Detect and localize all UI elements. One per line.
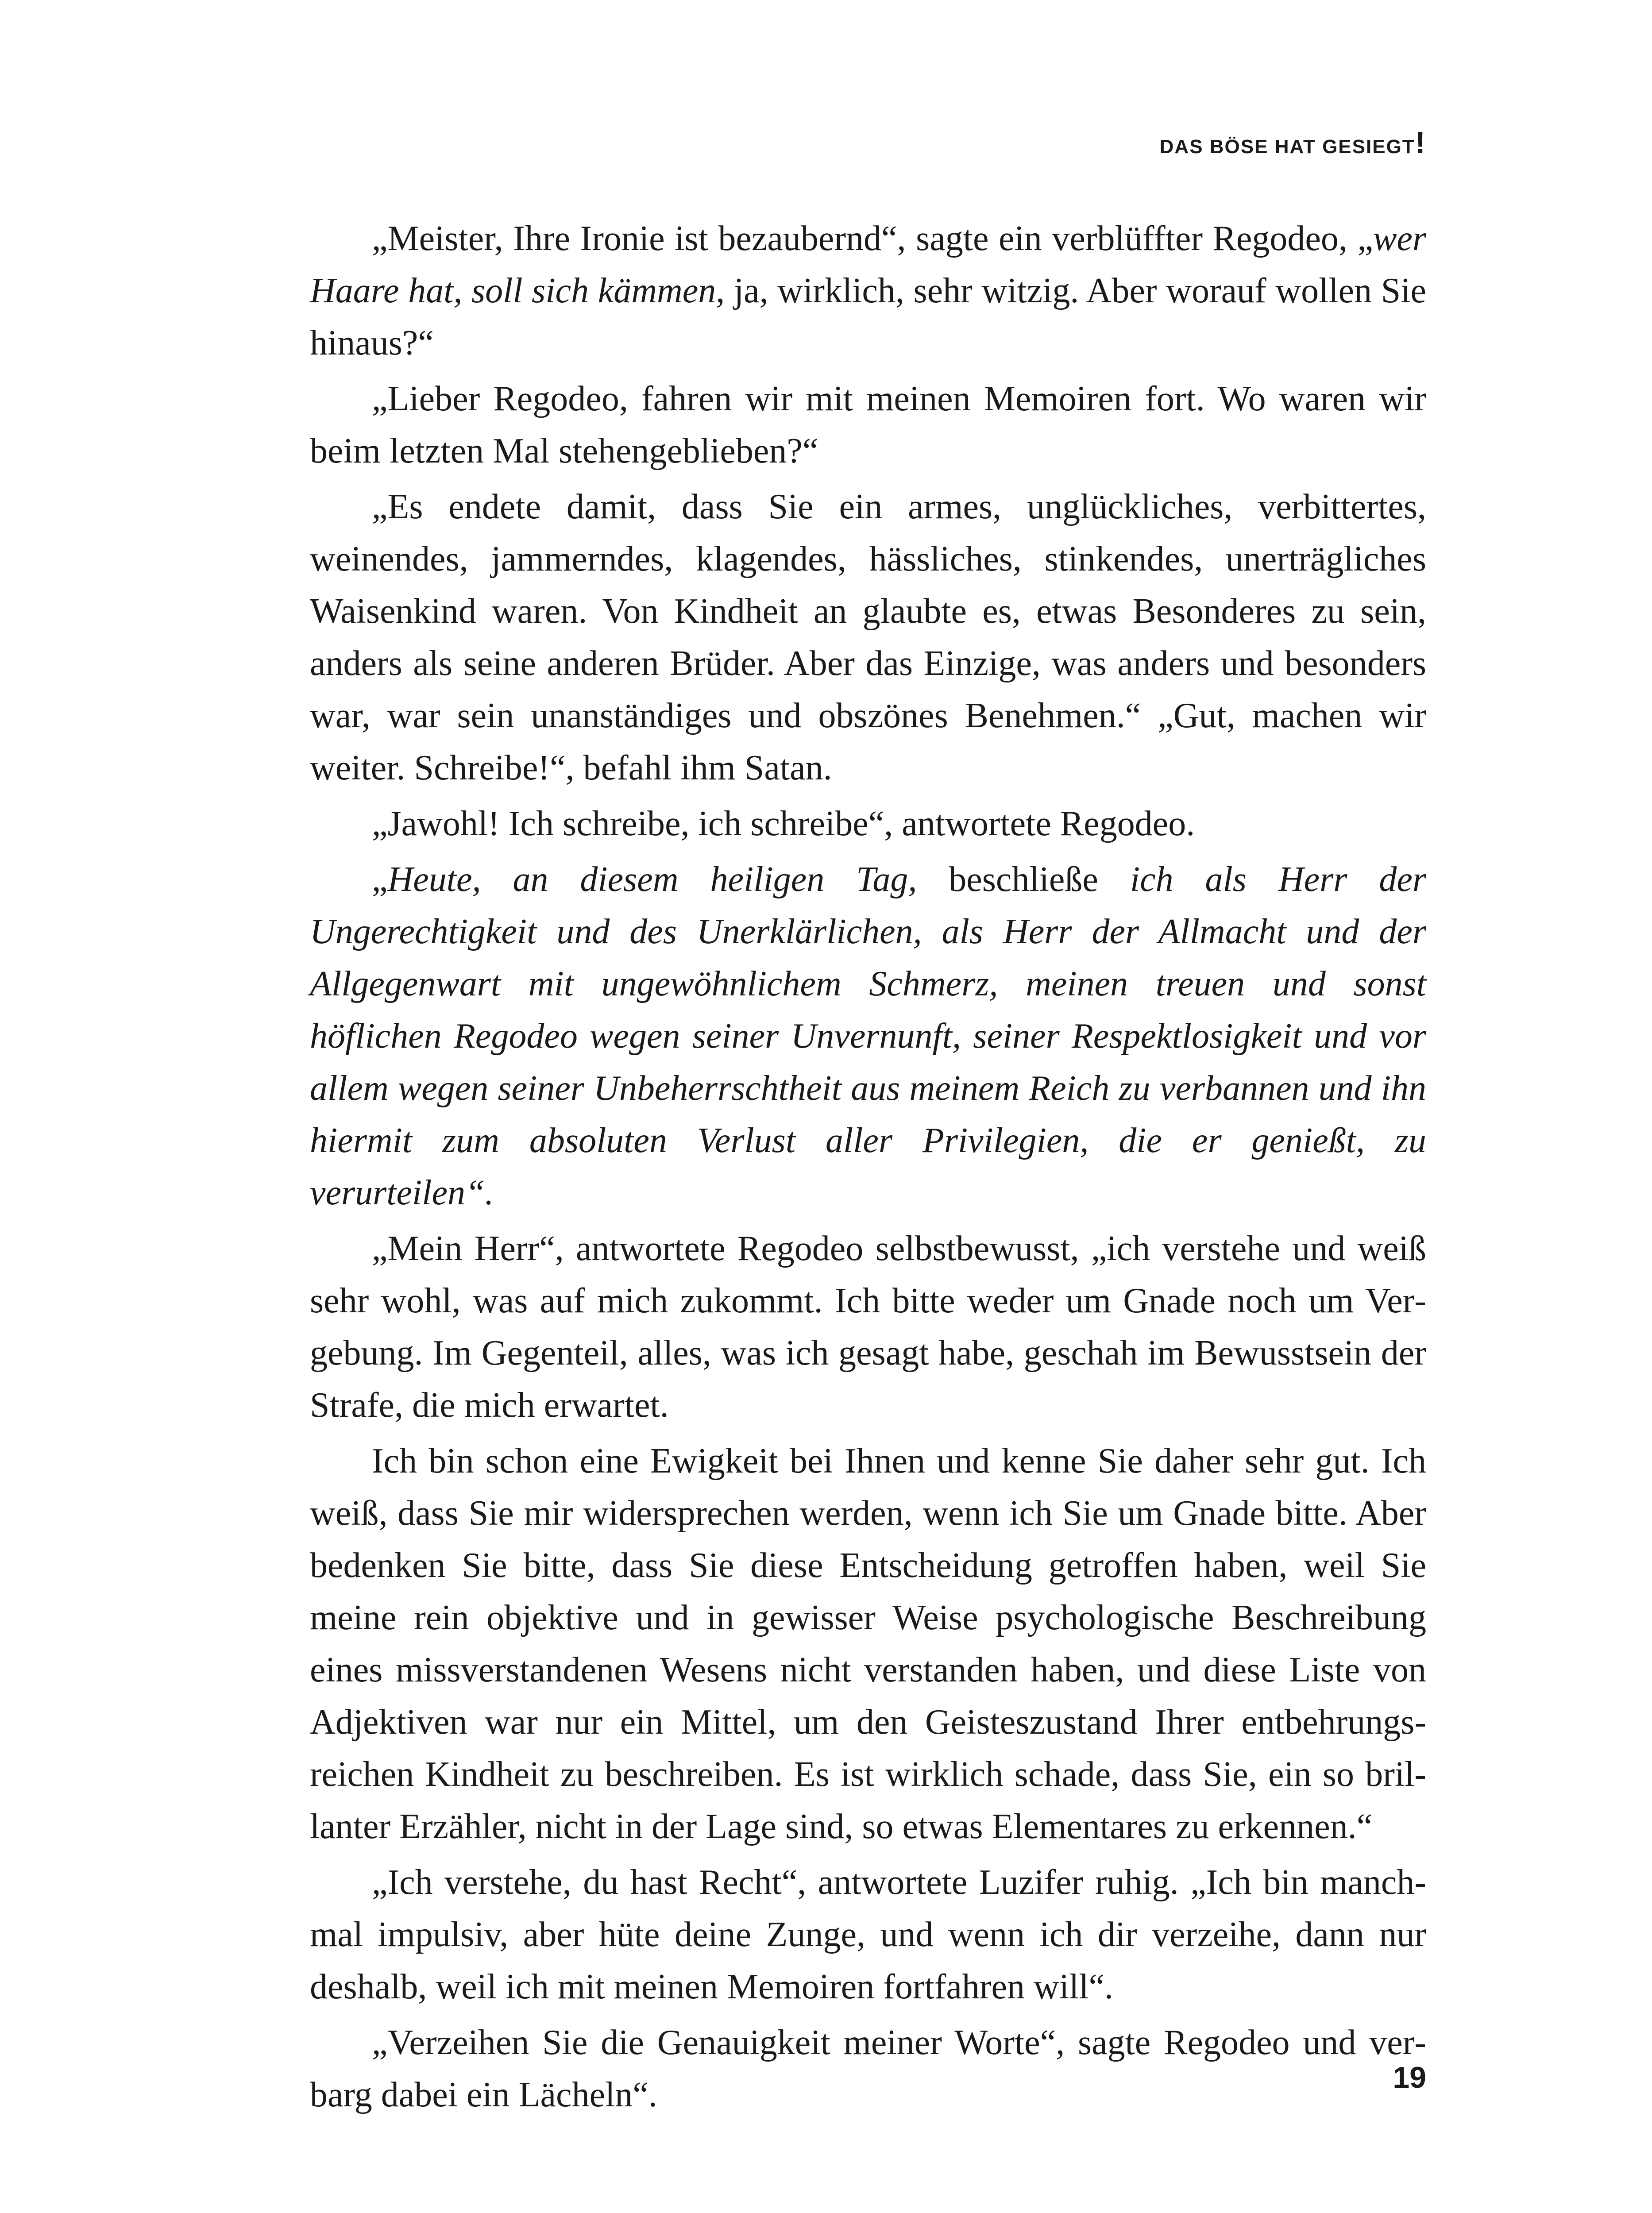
paragraph-4: „Jawohl! Ich schreibe, ich schreibe“, antwortete Regodeo. [372,804,1195,843]
paragraph-1-part-a: „Meister, Ihre Ironie ist bezaubernd“, sagte ein verblüffter Regodeo, „ [372,219,1373,258]
paragraph-5 [310,853,1426,1219]
paragraph-2: „Lieber Regodeo, fahren wir mit meinen Memoiren fort. Wo waren wir beim letzten Mal stehengeblieben?“ [310,379,1426,470]
paragraph-5-italic-1: Heute, an diesem heiligen Tag, [387,860,917,899]
paragraph-8: „Ich verstehe, du hast Recht“, antwortete Luzifer ruhig. „Ich bin manchmal impulsiv, aber hüte deine Zunge, und wenn ich dir verzeihe, dann nur deshalb, weil ich mit meinen Memoiren fortfahren will“. [310,1863,1426,2006]
running-head-title: DAS BÖSE HAT GESIEGT [1159,136,1415,158]
paragraph-3: „Es endete damit, dass Sie ein armes, unglückliches, verbittertes, weinendes, jammerndes, klagendes, hässliches, stinkendes, unerträgliches Waisenkind waren. Von Kindheit an glaubte es, etwas Besonderes zu sein, anders als seine anderen Brüder. Aber das Einzige, was anders und besonders war, war sein unanständiges und obszönes Benehmen.“ „Gut, machen wir weiter. Schreibe!“, befahl ihm Satan. [310,487,1426,787]
paragraph-1-part-c: , ja, wirklich, sehr witzig. Aber worauf wollen Sie hinaus?“ [310,271,1427,362]
running-head [1160,125,1426,160]
paragraph-7: Ich bin schon eine Ewigkeit bei Ihnen und kenne Sie daher sehr gut. Ich weiß, dass Sie mir widersprechen werden, wenn ich Sie um Gnade bitte. Aber bedenken Sie bitte, dass Sie diese Entscheidung getroffen haben, weil Sie meine rein objektive und in gewisser Weise psychologische Beschreibung eines missverstandenen Wesens nicht verstanden haben, und diese Liste von Adjektiven war nur ein Mittel, um den Geisteszustand Ihrer entbehrungsreichen Kindheit zu beschreiben. Es ist wirklich schade, dass Sie, ein so brillanter Erzähler, nicht in der Lage sind, so etwas Elementares zu erkennen.“ [310,1442,1426,1846]
paragraph-1-italic-quote: wer Haare hat, soll sich kämmen [310,219,1426,310]
paragraph-9: „Verzeihen Sie die Genauigkeit meiner Worte“, sagte Regodeo und verbarg dabei ein Lächeln“. [310,2023,1426,2114]
paragraph-5-part-c: beschließe [917,860,1130,899]
paragraph-5-italic-2: ich als Herr der Ungerechtigkeit und des Unerklärlichen, als Herr der Allmacht und der Allgegenwart mit ungewöhnlichem Schmerz, meinen treuen und sonst höflichen Regodeo wegen seiner Unvernunft, seiner Respektlosigkeit und vor allem wegen seiner Unbeherrschtheit aus meinem Reich zu verbannen und ihn hiermit zum absoluten Verlust aller Privilegien, die er genießt, zu verurteilen“. [310,860,1427,1212]
paragraph-1 [310,212,1426,369]
running-head-mark: ! [1415,125,1426,160]
page-number: 19 [1393,2061,1426,2094]
body-text [310,212,1426,2124]
paragraph-5-part-a: „ [372,860,388,899]
paragraph-6: „Mein Herr“, antwortete Regodeo selbstbewusst, „ich verstehe und weiß sehr wohl, was auf mich zukommt. Ich bitte weder um Gnade noch um Vergebung. Im Gegenteil, alles, was ich gesagt habe, geschah im Bewusstsein der Strafe, die mich erwartet. [310,1229,1426,1425]
